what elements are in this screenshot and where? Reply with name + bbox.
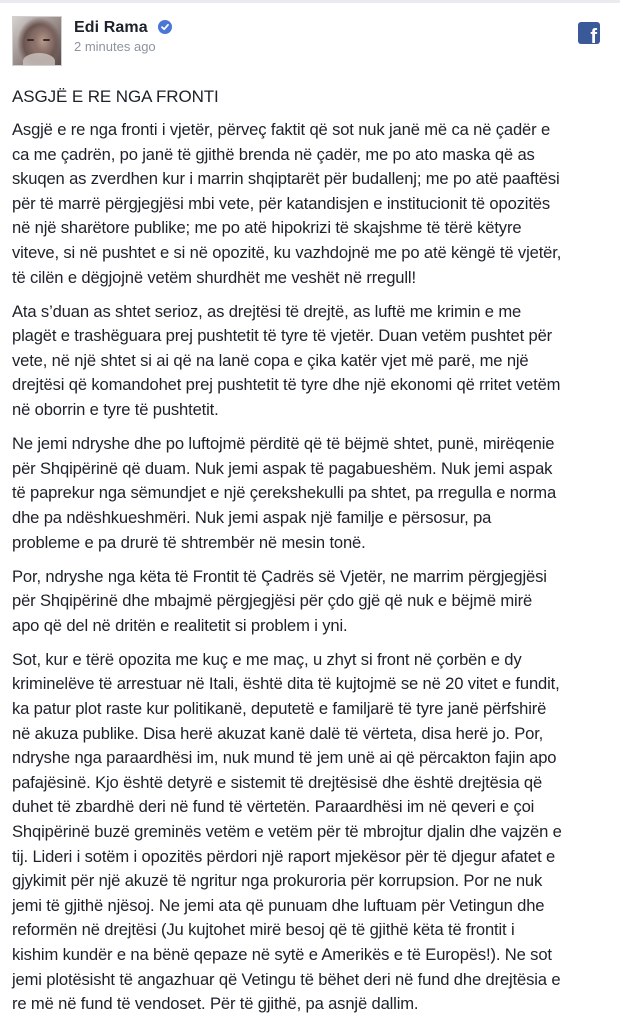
text-line: gjykimit për një akuzë të ngritur nga prokuroria për korrupsion. Por ne nuk [12,871,543,891]
author-info [74,19,172,54]
text-line: pafajësinë. Kjo është detyrë e sistemit të drejtësisë dhe është drejtësia që [12,772,543,792]
text-line: drejtësi që komandohet prej pushtetit të tyre dhe një ekonomi që rritet vetëm [12,375,561,395]
text-line: jemi plotësisht të angazhuar që Vetingu të bëhet deri në fund dhe drejtësia e [12,969,561,989]
text-line: tij. Lideri i sotëm i opozitës përdori një raport mjekësor për të djegur afatet e [12,846,556,866]
text-line: për Shqipërinë dhe mbajmë përgjegjësi për çdo gjë që nuk e bëjmë mirë [12,591,533,611]
text-line: Ata s’duan as shtet serioz, as drejtësi të drejtë, as luftë me krimin e me [12,301,522,321]
author-name[interactable]: Edi Rama [74,19,148,36]
text-line: ndryshe nga paraardhësi im, nuk mund të jem unë ai që përcakton fajin apo [12,748,557,768]
text-line: duhet të zbardhë deri në fund të vërtetën. Paraardhësi im në qeveri e çoi [12,797,535,817]
text-line: kishim kundër e na bënë qepaze në sytë e Amerikës e të Europës!). Ne sot [12,945,552,964]
text-line: ka patur plot raste kur politikanë, deputetë e familjarë të tyre janë përfshirë [12,699,547,719]
text-line: apo që del në dritën e realitetit si problem i yni. [12,615,348,635]
text-line: të cilën e dëgjojnë vetëm shurdhët me veshët në rregull! [12,267,416,287]
author-avatar[interactable] [12,16,62,66]
avatar-detail [27,39,34,41]
post-body [12,118,612,1026]
post-title: ASGJË E RE NGA FRONTI [12,87,219,106]
paragraph [12,432,612,555]
text-line: në një sharëtore publike; me po atë hipokrizi të skajshme të tërë këtyre [12,218,522,238]
paragraph [12,565,612,639]
text-line: për Shqipërinë që duam. Nuk jemi aspak të pagabueshëm. Nuk jemi aspak [12,458,553,478]
paragraph [12,648,612,1017]
text-line: skuqen as zverdhen kur i marrin shqiptarët për budallenj; me po atë paaftësi [12,169,560,189]
text-line: viteve, si në pushtet e si në opozitë, ku vazhdojnë me po atë këngë të vjetër, [12,242,562,262]
text-line: Sot, kur e tërë opozita me kuç e me maç, u zhyt si front në çorbën e dy [12,649,522,669]
text-line: të paprekur nga sëmundjet e një çerekshekulli pa shtet, pa rregulla e norma [12,483,557,503]
text-line: vete, në një shtet si ai që na lanë copa e çika katër vjet më parë, me një [12,350,529,370]
text-line: plagët e trashëguara prej pushtetit të tyre të vjetër. Duan vetëm pushtet për [12,326,553,346]
text-line: reformën në drejtësi (Ju kujtohet mirë besoj që të gjithë këta të frontit i [12,920,515,940]
verified-badge-icon [158,20,172,34]
text-line: Shqipërinë buzë greminës vetëm e vetëm për të mbrojtur djalin dhe vajzën e [12,822,562,842]
text-line: Por, ndryshe nga këta të Frontit të Çadrës së Vjetër, ne marrim përgjegjësi [12,566,547,586]
text-line: kriminelëve të arrestuar në Itali, është dita të kujtojmë se në 20 vitet e fundit, [12,674,560,694]
post-header [12,16,608,66]
paragraph [12,118,612,290]
text-line: re më në fund të vendoset. Për të gjithë, pa asnjë dallim. [12,994,419,1014]
avatar-detail [23,53,55,66]
text-line: në akuza publike. Disa herë akuzat kanë dalë të vërteta, disa herë jo. Por, [12,723,544,743]
text-line: ca me çadrën, po janë të gjithë brenda në çadër, me po ato maska që as [12,144,535,164]
text-line: dhe pa ndëshkueshmëri. Nuk jemi aspak një familje e përsosur, pa [12,507,492,527]
text-line: në oborrin e tyre të pushtetit. [12,400,219,420]
text-line: jemi të gjithë njësoj. Ne jemi ata që punuam dhe luftuam për Vetingun dhe [12,895,545,915]
top-divider [0,0,620,3]
text-line: Ne jemi ndryshe dhe po luftojmë përditë që të bëjmë shtet, punë, mirëqenie [12,434,555,454]
avatar-detail [43,39,50,41]
text-line: për të marrë përgjegjësi mbi vete, për katandisjen e institucionit të opozitës [12,193,551,213]
paragraph [12,300,612,423]
text-line: Asgjë e re nga fronti i vjetër, përveç faktit që sot nuk janë më ca në çadër e [12,120,551,139]
facebook-icon[interactable]: f [578,22,600,44]
text-line: probleme e pa drurë të shtrembër në mesin tonë. [12,532,366,552]
post-timestamp[interactable]: 2 minutes ago [74,39,156,55]
